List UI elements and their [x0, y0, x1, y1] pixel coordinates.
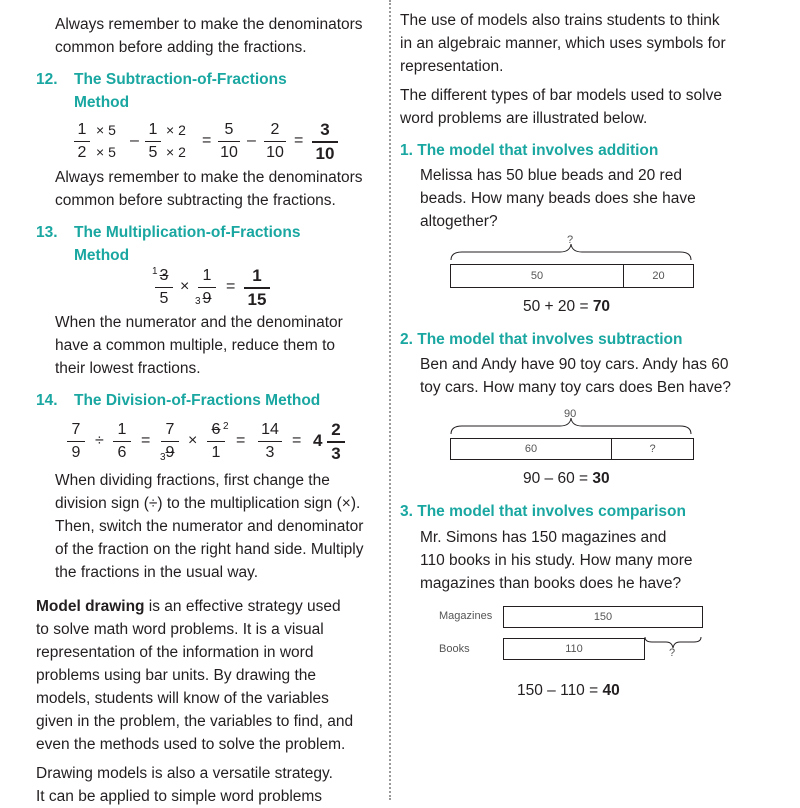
- model-drawing-text: is an effective strategy used: [144, 598, 341, 615]
- model-1-segment-2: 20: [652, 270, 665, 282]
- fraction: 1 9: [198, 266, 216, 309]
- model-3-title: 3. The model that involves comparison: [400, 503, 686, 520]
- equals-sign: =: [202, 132, 212, 149]
- item-13-title-2: Method: [74, 247, 130, 264]
- item-12-title-1: The Subtraction-of-Fractions: [74, 71, 287, 88]
- multiplier: × 5: [96, 144, 116, 160]
- model-drawing-line4: problems using bar units. By drawing the: [36, 667, 317, 684]
- result-fraction: 3 10: [312, 120, 338, 164]
- model-3-books-label: Books: [439, 643, 470, 655]
- reduced-subscript: 3: [160, 452, 166, 463]
- fraction: 2 10: [264, 120, 286, 163]
- model-2-segment-1: 60: [451, 439, 612, 459]
- result-fraction: 2 3: [327, 420, 345, 464]
- intro-line2: in an algebraic manner, which uses symbols for: [400, 35, 726, 52]
- note-14-line1: When dividing fractions, first change the: [55, 472, 330, 489]
- fraction: 6 1: [207, 420, 225, 463]
- item-14-title: The Division-of-Fractions Method: [74, 392, 321, 409]
- whole-number: 4: [313, 431, 323, 450]
- fraction: 7 9: [67, 420, 85, 463]
- model-3-magazines-label: Magazines: [439, 610, 493, 622]
- model-1-question-line3: altogether?: [420, 213, 498, 230]
- model-drawing-line5: models, students will know of the variables: [36, 690, 329, 707]
- model-drawing-line1: [36, 595, 341, 618]
- model-drawing-line6: given in the problem, the variables to find, and: [36, 713, 354, 730]
- model-1-segment-1: 50: [451, 265, 624, 287]
- multiplier: × 2: [166, 144, 186, 160]
- fraction: 1 5: [145, 120, 161, 163]
- note-11-line1: Always remember to make the denominators: [55, 16, 363, 33]
- fraction: 1 6: [113, 420, 131, 463]
- fraction: 7 9: [161, 420, 179, 463]
- note-12-line2: common before subtracting the fractions.: [55, 192, 336, 209]
- reduced-superscript: 2: [223, 421, 229, 432]
- model-2-question-line2: toy cars. How many toy cars does Ben have?: [420, 379, 732, 396]
- column-divider: [389, 0, 391, 800]
- model-1-title: 1. The model that involves addition: [400, 142, 659, 159]
- model-2-brace: [450, 414, 692, 436]
- item-12-number: 12.: [36, 71, 58, 88]
- model-drawing-line2: to solve math word problems. It is a visual: [36, 621, 324, 638]
- fraction: 5 10: [218, 120, 240, 163]
- equals-sign: =: [226, 278, 236, 295]
- note-11-line2: common before adding the fractions.: [55, 39, 307, 56]
- model-2-segment-2: ?: [649, 443, 656, 455]
- times-sign: ×: [188, 432, 198, 449]
- model-3-result: 150 – 110 = 40: [517, 682, 620, 699]
- types-line1: The different types of bar models used to solve: [400, 87, 722, 104]
- note-14-line4: of the fraction on the right hand side. Multiply: [55, 541, 364, 558]
- model-1-unknown-label: ?: [567, 234, 574, 246]
- model-3-books-bar: [503, 638, 645, 660]
- model-3-books-value: 110: [565, 643, 583, 655]
- note-13-line3: their lowest fractions.: [55, 360, 201, 377]
- equals-sign: =: [292, 432, 302, 449]
- model-1-question-line1: Melissa has 50 blue beads and 20 red: [420, 167, 682, 184]
- reduced-superscript: 1: [152, 266, 158, 277]
- model-drawing-line3: representation of the information in word: [36, 644, 314, 661]
- types-line2: word problems are illustrated below.: [400, 110, 648, 127]
- multiplier: × 2: [166, 122, 186, 138]
- note-12-line1: Always remember to make the denominators: [55, 169, 363, 186]
- model-1-bar: [450, 264, 694, 288]
- fraction: 3 5: [155, 266, 173, 309]
- model-3-question-line1: Mr. Simons has 150 magazines and: [420, 529, 667, 546]
- item-12-title-2: Method: [74, 94, 130, 111]
- model-drawing-line7: even the methods used to solve the problem.: [36, 736, 346, 753]
- item-13-number: 13.: [36, 224, 58, 241]
- minus-sign: –: [130, 132, 139, 149]
- model-3-difference-label: ?: [669, 647, 676, 659]
- item-13-title-1: The Multiplication-of-Fractions: [74, 224, 301, 241]
- note-14-line3: Then, switch the numerator and denominator: [55, 518, 364, 535]
- model-2-total-label: 90: [564, 408, 577, 420]
- drawing-models-line2: It can be applied to simple word problems: [36, 788, 323, 805]
- fraction: 1 2: [74, 120, 90, 163]
- reduced-subscript: 3: [195, 296, 201, 307]
- note-13-line1: When the numerator and the denominator: [55, 314, 343, 331]
- model-drawing-term: Model drawing: [36, 598, 145, 615]
- model-2-question-line1: Ben and Andy have 90 toy cars. Andy has 60: [420, 356, 729, 373]
- note-13-line2: have a common multiple, reduce them to: [55, 337, 335, 354]
- model-1-brace: [450, 240, 692, 262]
- minus-sign: –: [247, 132, 256, 149]
- division-sign: ÷: [95, 432, 104, 449]
- model-2-bar: [450, 438, 694, 460]
- equals-sign: =: [141, 432, 151, 449]
- fraction: 14 3: [258, 420, 282, 463]
- model-3-magazines-value: 150: [593, 611, 613, 623]
- note-14-line5: the fractions in the usual way.: [55, 564, 259, 581]
- intro-line1: The use of models also trains students to think: [400, 12, 720, 29]
- model-3-question-line3: magazines than books does he have?: [420, 575, 682, 592]
- model-2-result: 90 – 60 = 30: [523, 470, 610, 487]
- model-1-result: 50 + 20 = 70: [523, 298, 611, 315]
- item-14-number: 14.: [36, 392, 58, 409]
- model-2-title: 2. The model that involves subtraction: [400, 331, 683, 348]
- model-3-magazines-bar: [503, 606, 703, 628]
- drawing-models-line1: Drawing models is also a versatile strategy.: [36, 765, 333, 782]
- model-1-question-line2: beads. How many beads does she have: [420, 190, 696, 207]
- note-14-line2: division sign (÷) to the multiplication sign (×).: [55, 495, 361, 512]
- model-3-question-line2: 110 books in his study. How many more: [420, 552, 693, 569]
- intro-line3: representation.: [400, 58, 504, 75]
- equals-sign: =: [236, 432, 246, 449]
- multiplier: × 5: [96, 122, 116, 138]
- equals-sign: =: [294, 132, 304, 149]
- times-sign: ×: [180, 278, 190, 295]
- result-fraction: 1 15: [244, 266, 270, 310]
